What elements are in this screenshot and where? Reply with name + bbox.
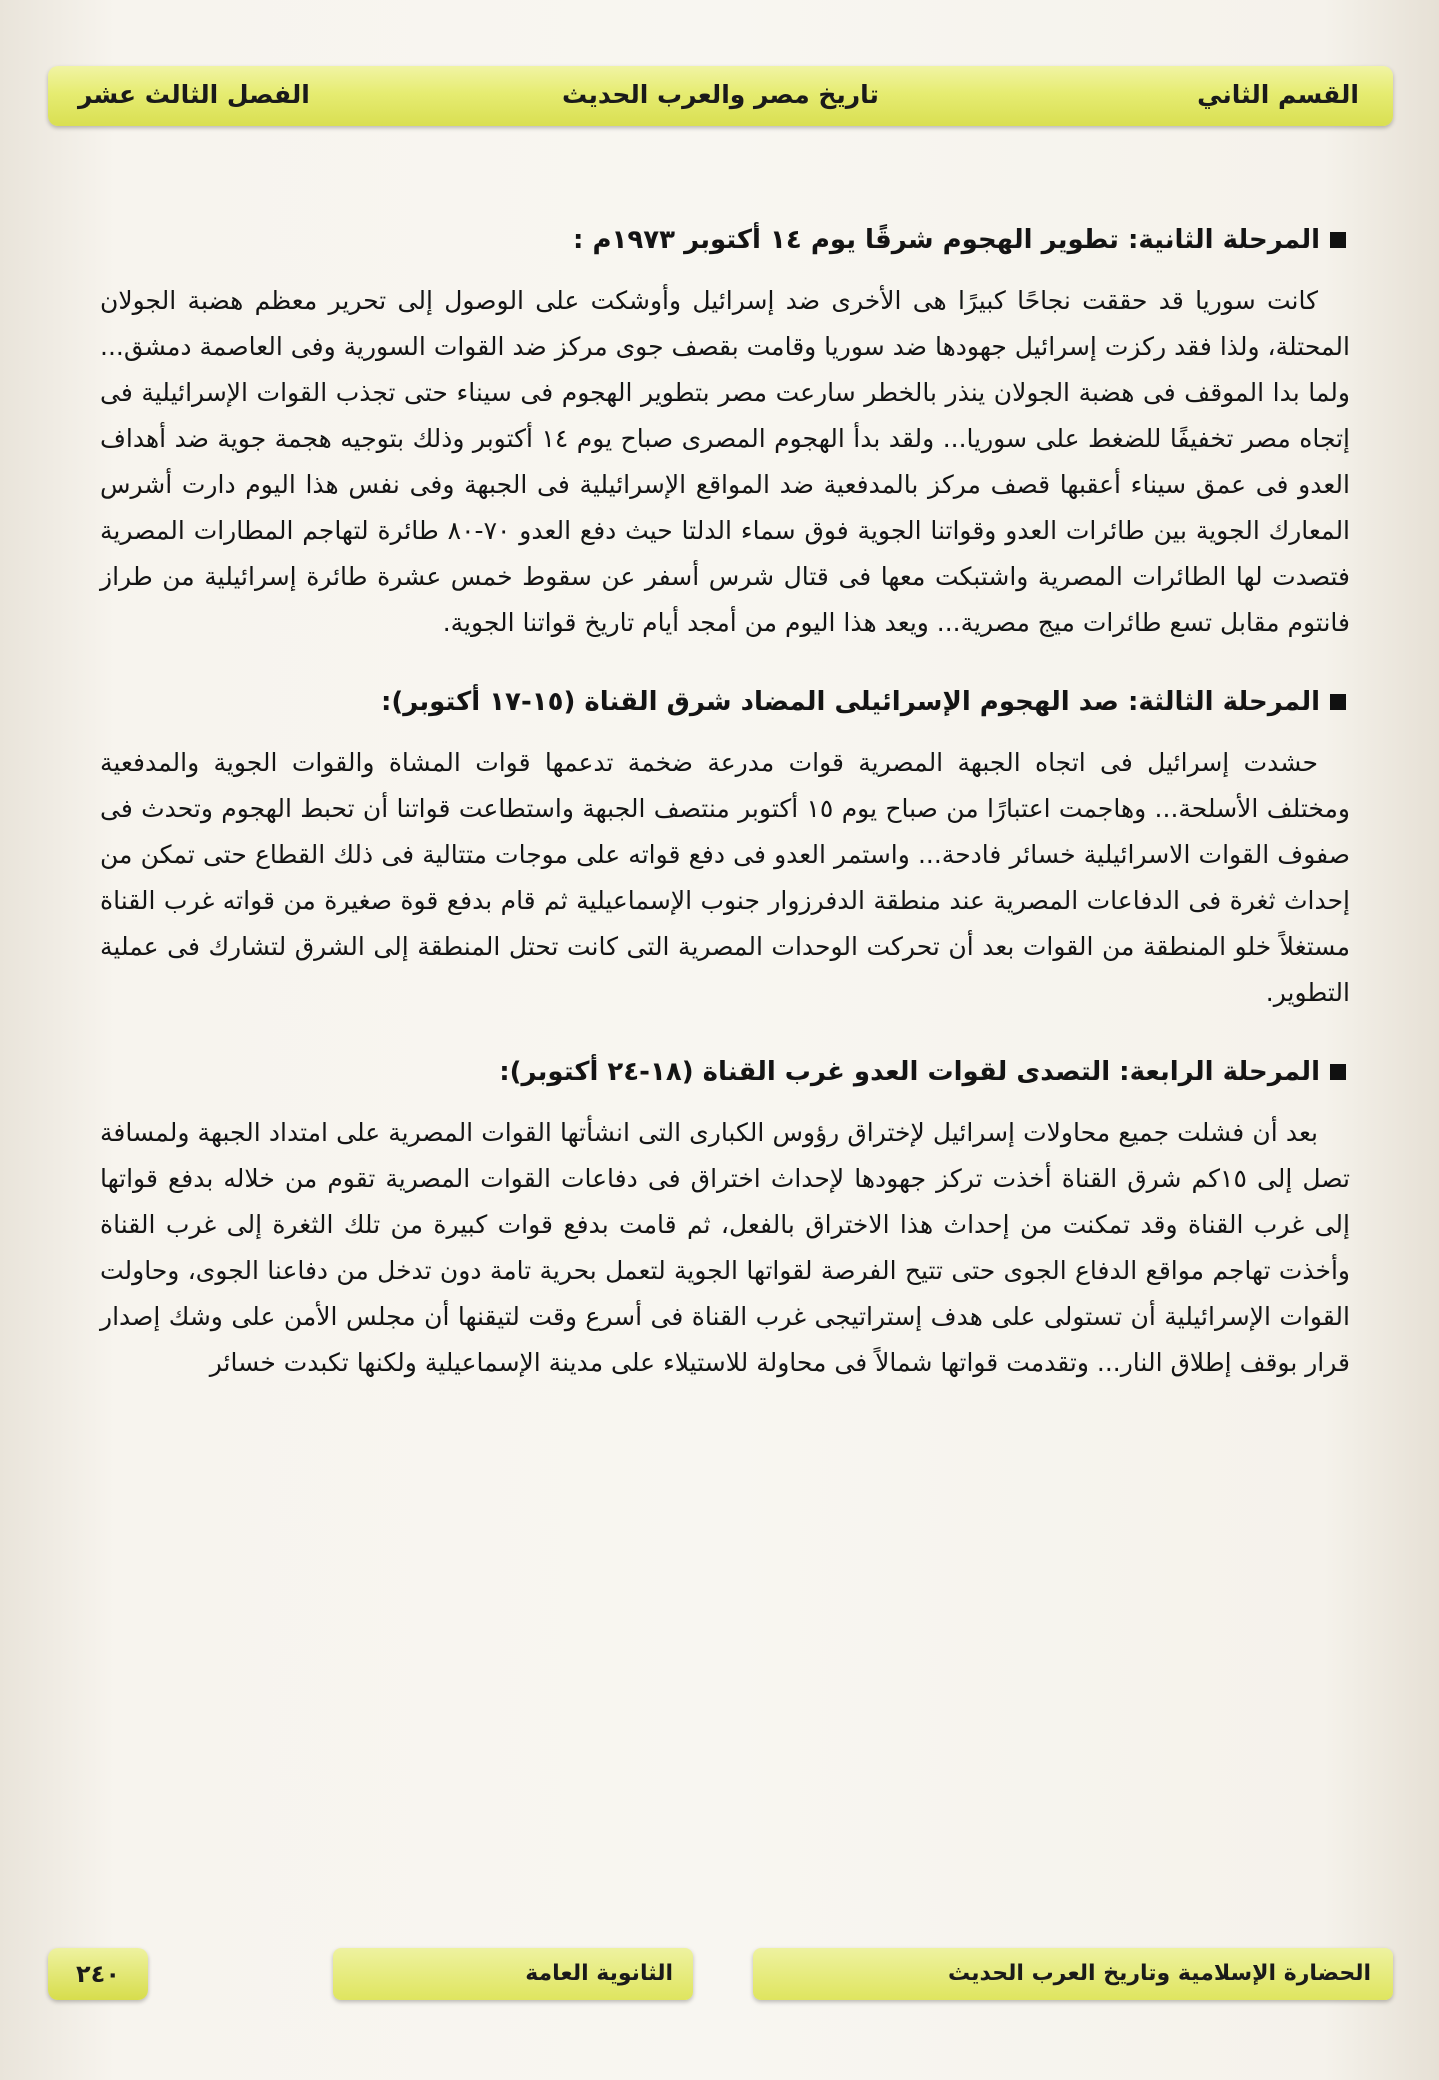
section-heading bbox=[100, 682, 1350, 722]
header-book-title: تاريخ مصر والعرب الحديث bbox=[562, 80, 879, 109]
page-content bbox=[100, 220, 1350, 1422]
section-heading-text: المرحلة الثالثة: صد الهجوم الإسرائيلى المضاد شرق القناة (١٥-١٧ أكتوبر): bbox=[380, 687, 1320, 717]
bullet-square-icon bbox=[1330, 694, 1346, 710]
section-heading-text: المرحلة الثانية: تطوير الهجوم شرقًا يوم ١٤ أكتوبر ١٩٧٣م : bbox=[573, 225, 1320, 255]
page-footer bbox=[48, 1948, 1393, 2000]
section-paragraph: حشدت إسرائيل فى اتجاه الجبهة المصرية قوات مدرعة ضخمة تدعمها قوات المشاة والقوات الجوية والمدفعية ومختلف الأسلحة... وهاجمت اعتبارًا من صباح يوم ١٥ أكتوبر منتصف الجبهة واستطاعت قواتنا أن تحبط الهجوم وتحدث فى صفوف القوات الاسرائيلية خسائر فادحة... واستمر العدو فى دفع قواته على موجات متتالية فى ذلك القطاع حتى تمكن من إحداث ثغرة فى الدفاعات المصرية عند منطقة الدفرزوار جنوب الإسماعيلية ثم قام بدفع قوة صغيرة من قواته غرب القناة مستغلاً خلو المنطقة من القوات بعد أن تحركت الوحدات المصرية التى كانت تحتل المنطقة إلى الشرق لتشارك فى عملية التطوير. bbox=[100, 748, 1350, 1007]
header-chapter: الفصل الثالث عشر bbox=[78, 80, 310, 109]
page-number-badge bbox=[48, 1948, 148, 2000]
footer-book-band bbox=[753, 1948, 1393, 2000]
page-number: ٢٤٠ bbox=[76, 1960, 120, 1988]
header-section: القسم الثاني bbox=[1197, 80, 1359, 109]
section-paragraph: بعد أن فشلت جميع محاولات إسرائيل لإختراق رؤوس الكبارى التى انشأتها القوات المصرية على امتداد الجبهة ولمسافة تصل إلى ١٥كم شرق القناة أخذت تركز جهودها لإحداث اختراق فى دفاعات القوات المصرية تقوم من خلاله بدفع قواتها إلى غرب القناة وقد تمكنت من إحداث هذا الاختراق بالفعل، ثم قامت بدفع قوات كبيرة من تلك الثغرة إلى غرب القناة وأخذت تهاجم مواقع الدفاع الجوى حتى تتيح الفرصة لقواتها الجوية لتعمل بحرية تامة دون تدخل من دفاعنا الجوى، وحاولت القوات الإسرائيلية أن تستولى على هدف إستراتيجى غرب القناة فى أسرع وقت لتيقنها أن مجلس الأمن على وشك إصدار قرار بوقف إطلاق النار... وتقدمت قواتها شمالاً فى محاولة للاستيلاء على مدينة الإسماعيلية ولكنها تكبدت خسائر bbox=[100, 1118, 1350, 1377]
bullet-square-icon bbox=[1330, 1064, 1346, 1080]
footer-grade: الثانوية العامة bbox=[525, 1961, 673, 1986]
section-heading bbox=[100, 1052, 1350, 1092]
section-paragraph: كانت سوريا قد حققت نجاحًا كبيرًا هى الأخرى ضد إسرائيل وأوشكت على الوصول إلى تحرير معظم هضبة الجولان المحتلة، ولذا فقد ركزت إسرائيل جهودها ضد سوريا وقامت بقصف جوى مركز ضد القوات السورية وفى العاصمة دمشق... ولما بدا الموقف فى هضبة الجولان ينذر بالخطر سارعت مصر بتطوير الهجوم فى سيناء حتى تجذب القوات الإسرائيلية فى إتجاه مصر تخفيفًا للضغط على سوريا... ولقد بدأ الهجوم المصرى صباح يوم ١٤ أكتوبر وذلك بتوجيه هجمة جوية ضد أهداف العدو فى عمق سيناء أعقبها قصف مركز بالمدفعية ضد المواقع الإسرائيلية فى الجبهة وفى نفس هذا اليوم دارت أشرس المعارك الجوية بين طائرات العدو وقواتنا الجوية فوق سماء الدلتا حيث دفع العدو ٧٠-٨٠ طائرة لتهاجم المطارات المصرية فتصدت لها الطائرات المصرية واشتبكت معها فى قتال شرس أسفر عن سقوط خمس عشرة طائرة إسرائيلية من طراز فانتوم مقابل تسع طائرات ميج مصرية... ويعد هذا اليوم من أمجد أيام تاريخ قواتنا الجوية. bbox=[100, 286, 1351, 637]
bullet-square-icon bbox=[1330, 232, 1346, 248]
page-header bbox=[48, 66, 1393, 126]
footer-book-title: الحضارة الإسلامية وتاريخ العرب الحديث bbox=[948, 1961, 1371, 1986]
section-heading bbox=[100, 220, 1350, 260]
footer-grade-band bbox=[333, 1948, 693, 2000]
section-heading-text: المرحلة الرابعة: التصدى لقوات العدو غرب القناة (١٨-٢٤ أكتوبر): bbox=[499, 1057, 1320, 1087]
